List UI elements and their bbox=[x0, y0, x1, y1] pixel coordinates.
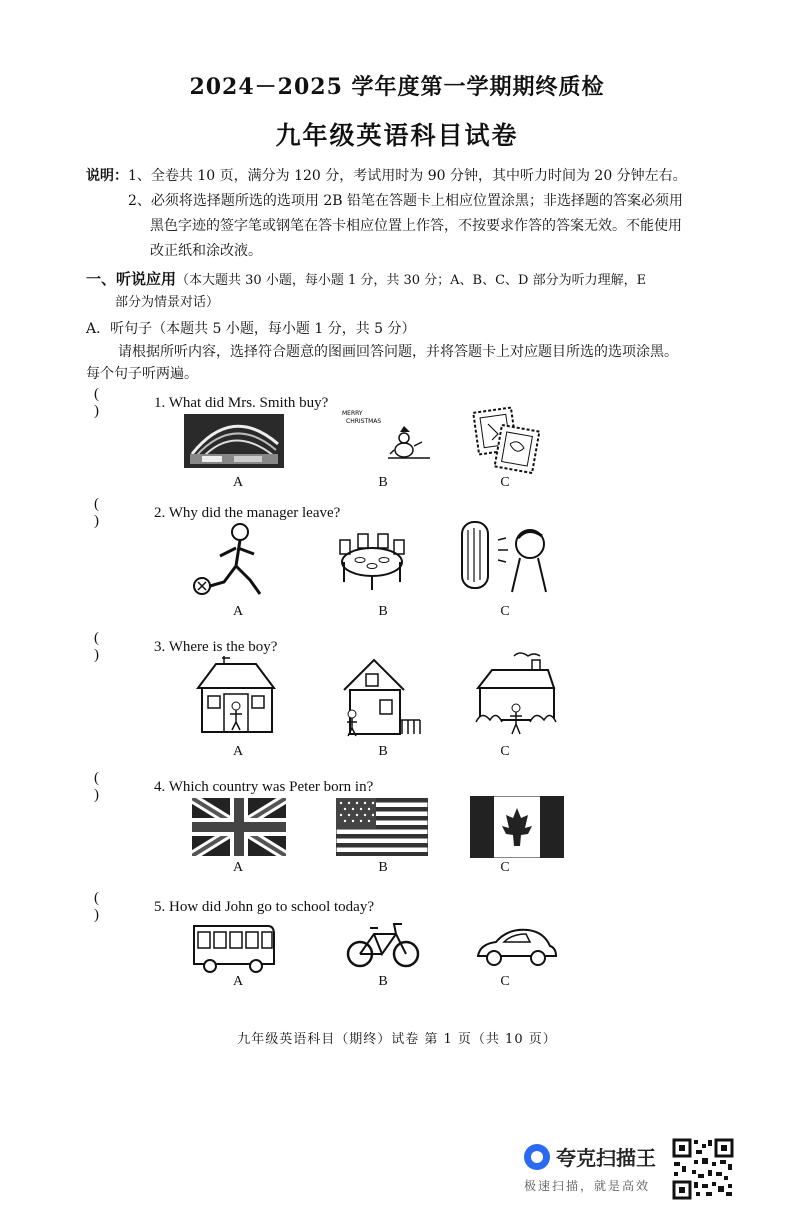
option-2a-picture-football bbox=[190, 520, 280, 600]
option-3b-picture-outside-house bbox=[338, 654, 422, 740]
part-a-instruction-line-2: 每个句子听两遍。 bbox=[86, 366, 198, 382]
scanner-watermark bbox=[524, 1142, 656, 1194]
option-5b-picture-bicycle bbox=[346, 918, 420, 972]
option-1c-label: C bbox=[500, 475, 510, 490]
option-1b-label: B bbox=[378, 475, 388, 490]
page-footer: 九年级英语科目（期终）试卷 第 1 页（共 10 页） bbox=[237, 1032, 557, 1047]
option-4c-picture-canada-flag bbox=[470, 796, 564, 858]
option-5a-label: A bbox=[232, 974, 244, 989]
card-text-christmas: CHRISTMAS bbox=[346, 418, 382, 425]
section-1-desc: （本大题共 30 小题，每小题 1 分，共 30 分；A、B、C、D 部分为听力理解，E bbox=[176, 273, 647, 288]
question-4-text: 4. Which country was Peter born in? bbox=[154, 778, 374, 795]
notes-item-1: 1、全卷共 10 页，满分为 120 分，考试用时为 90 分钟，其中听力时间为 20 分钟左右。 bbox=[128, 168, 687, 184]
notes-label: 说明： bbox=[86, 168, 128, 184]
option-2b-label: B bbox=[378, 604, 388, 619]
question-1-text: 1. What did Mrs. Smith buy? bbox=[154, 394, 329, 411]
option-2a-label: A bbox=[232, 604, 244, 619]
question-3-text: 3. Where is the boy? bbox=[154, 638, 278, 655]
part-a-title: A．听句子（本题共 5 小题，每小题 1 分，共 5 分） bbox=[86, 321, 416, 337]
scanner-slogan: 极速扫描，就是高效 bbox=[524, 1179, 651, 1193]
notes-item-2-line-3: 改正纸和涂改液。 bbox=[150, 243, 262, 259]
notes-item-2-line-1: 2、必须将选择题所选的选项用 2B 铅笔在答题卡上相应位置涂黑；非选择题的答案必须用 bbox=[128, 193, 684, 209]
section-1-desc-line-2: 部分为情景对话） bbox=[115, 295, 220, 310]
option-5c-label: C bbox=[500, 974, 510, 989]
option-4b-picture-us-flag bbox=[336, 798, 428, 856]
option-2b-picture-meeting-table bbox=[334, 526, 410, 596]
notes-item-2-line-2: 黑色字迹的签字笔或钢笔在答卡相应位置上作答，不按要求作答的答案无效。不能使用 bbox=[150, 218, 682, 234]
exam-title: 2024－2025 学年度第一学期期终质检 bbox=[189, 74, 605, 100]
option-1a-label: A bbox=[232, 475, 244, 490]
answer-blank[interactable]: () bbox=[94, 496, 99, 529]
answer-blank[interactable]: () bbox=[94, 386, 99, 419]
option-3c-picture-behind-house bbox=[472, 648, 558, 740]
option-3b-label: B bbox=[378, 744, 388, 759]
card-text-merry: MERRY bbox=[342, 410, 363, 417]
qr-code-icon bbox=[672, 1138, 734, 1200]
option-5a-picture-bus bbox=[190, 918, 276, 974]
scanner-app-name: 夸克扫描王 bbox=[556, 1146, 656, 1170]
option-5c-picture-car bbox=[474, 926, 558, 970]
option-1a-picture-tickets bbox=[182, 410, 286, 470]
question-5-text: 5. How did John go to school today? bbox=[154, 898, 374, 915]
answer-blank[interactable]: () bbox=[94, 890, 99, 923]
option-2c-label: C bbox=[500, 604, 510, 619]
option-4a-picture-uk-flag bbox=[192, 798, 286, 856]
scanner-logo-icon bbox=[524, 1144, 550, 1170]
option-3a-picture-inside-house bbox=[194, 654, 278, 738]
option-4c-label: C bbox=[500, 860, 510, 875]
part-a-instruction-line-1: 请根据所听内容，选择符合题意的图画回答问题，并将答题卡上对应题目所选的选项涂黑。 bbox=[118, 344, 678, 360]
exam-subtitle: 九年级英语科目试卷 bbox=[275, 121, 519, 150]
question-2-text: 2. Why did the manager leave? bbox=[154, 504, 341, 521]
option-1c-picture-stamps bbox=[470, 404, 542, 474]
option-1b-picture-christmas-card bbox=[330, 406, 434, 466]
option-4b-label: B bbox=[378, 860, 388, 875]
section-1-title: 一、听说应用 bbox=[86, 270, 177, 288]
option-3a-label: A bbox=[232, 744, 244, 759]
answer-blank[interactable]: () bbox=[94, 770, 99, 803]
option-3c-label: C bbox=[500, 744, 510, 759]
answer-blank[interactable]: () bbox=[94, 630, 99, 663]
section-1-heading bbox=[86, 268, 646, 292]
option-2c-picture-phone-call bbox=[458, 516, 550, 596]
notes-line-1 bbox=[86, 164, 687, 189]
option-4a-label: A bbox=[232, 860, 244, 875]
option-5b-label: B bbox=[378, 974, 388, 989]
